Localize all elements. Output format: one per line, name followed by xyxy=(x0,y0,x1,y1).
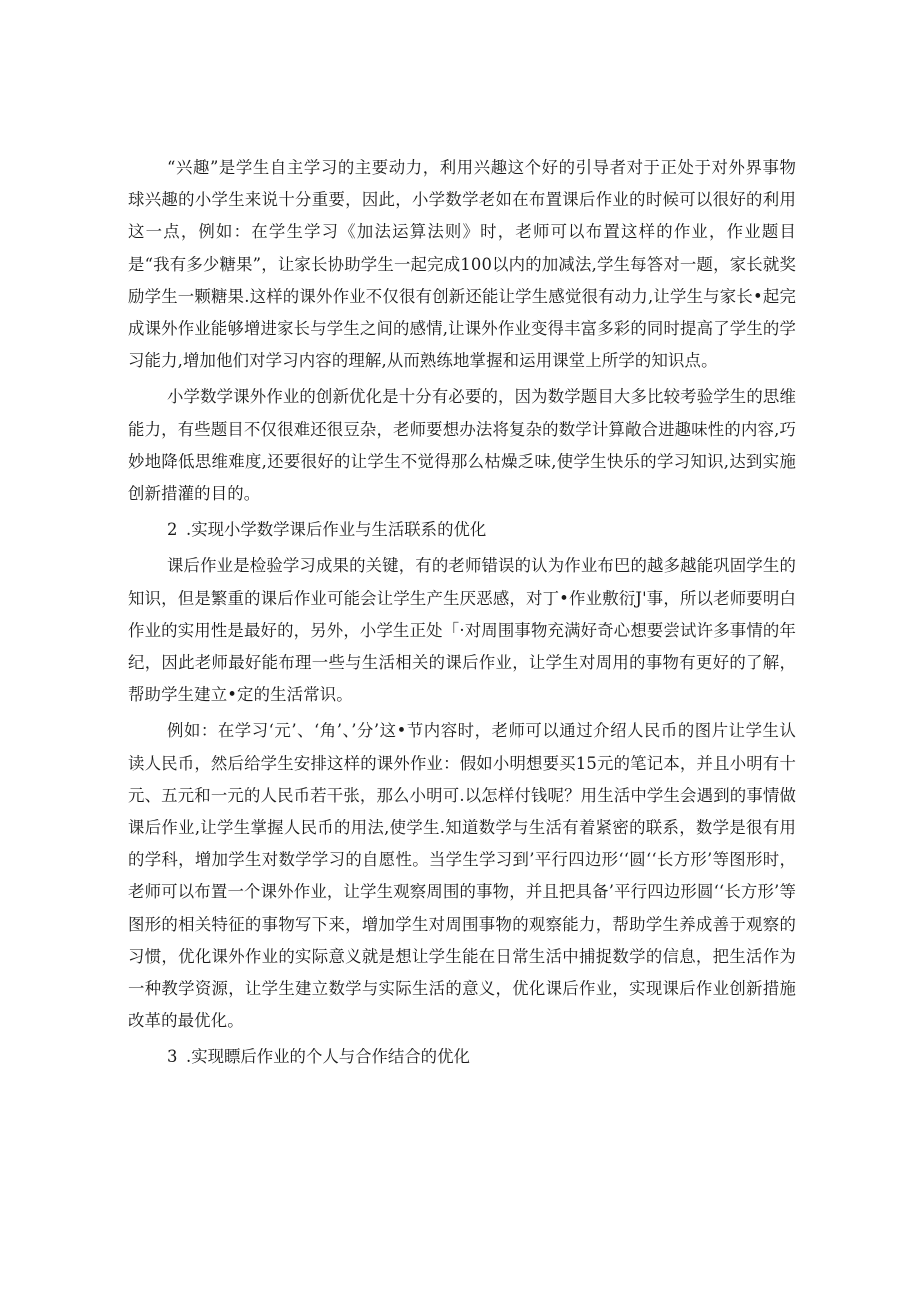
section-heading-2 xyxy=(128,514,796,546)
section-title: .实现瞟后作业的个人与合作结合的优化 xyxy=(186,1047,470,1067)
document-page xyxy=(128,152,796,1078)
section-title: .实现小学数学课后作业与生活联系的优化 xyxy=(186,520,487,540)
paragraph-interest-motivation: “兴趣”是学生自主学习的主要动力，利用兴趣这个好的引导者对于正处于对外界事物球兴趣的小学生来说十分重要，因此，小学数学老如在布置课后作业的时候可以很好的利用这一点，例如：在学生学习《加法运算法则》时，老师可以布置这样的作业，作业题目是“我有多少糖果”，让家长协助学生一起完成100以内的加减法,学生每答对一题，家长就奖励学生一颗糖果.这样的课外作业不仅很有创新还能让学生感觉很有动力,让学生与家长•起完成课外作业能够增进家长与学生之间的感情,让课外作业变得丰富多彩的同时提高了学生的学习能力,增加他们对学习内容的理解,从而熟练地掌握和运用课堂上所学的知识点。 xyxy=(128,158,796,371)
section-number: 2 xyxy=(167,520,178,540)
section-heading-3 xyxy=(128,1041,796,1073)
section-number: 3 xyxy=(167,1047,178,1067)
paragraph-innovation-necessity: 小学数学课外作业的创新优化是十分有必要的，因为数学题目大多比较考验学生的思维能力，有些题目不仅很难还很豆杂，老师要想办法将复杂的数学计算敞合进趣味性的内容,巧妙地降低思维难度,还要很好的让学生不觉得那么枯燥乏味,使学生快乐的学习知识,达到实施创新措灌的目的。 xyxy=(128,387,796,504)
paragraph-homework-life: 课后作业是检验学习成果的关键，有的老师错误的认为作业布巴的越多越能巩固学生的知识，但是繁重的课后作业可能会让学生产生厌恶感，对丁•作业敷衍J'事，所以老师要明白作业的实用性是最好的，另外，小学生正处「·对周围事物充满好奇心想要尝试许多事情的年纪，因此老师最好能布理一些与生活相关的课后作业，让学生对周用的事物有更好的了解，帮助学生建立•定的生活常识。 xyxy=(128,556,796,705)
paragraph-example-money: 例如：在学习‘元’、‘角’、’分’这•节内容时，老师可以通过介绍人民币的图片让学生认读人民币，然后给学生安排这样的课外作业：假如小明想要买15元的笔记本，并且小明有十元、五元和一元的人民币若干张，那么小明可.以怎样付钱呢？用生活中学生会遇到的事情做课后作业,让学生掌握人民币的用法,使学生.知道数学与生活有着紧密的联系，数学是很有用的学科，增加学生对数学学习的自愿性。当学生学习到’平行四边形‘‘圆‘‘长方形’等图形时，老师可以布置一个课外作业，让学生观察周围的事物，并且把具备’平行四边形圆‘‘长方形’等图形的相关特征的事物写下来，增加学生对周围事物的观察能力，帮助学生养成善于观察的习惯，优化课外作业的实际意义就是想让学生能在日常生活中捕捉数学的信息，把生活作为一种教学资源，让学生建立数学与实际生活的意义，优化课后作业，实现课后作业创新措施改革的最优化。 xyxy=(128,721,796,1031)
